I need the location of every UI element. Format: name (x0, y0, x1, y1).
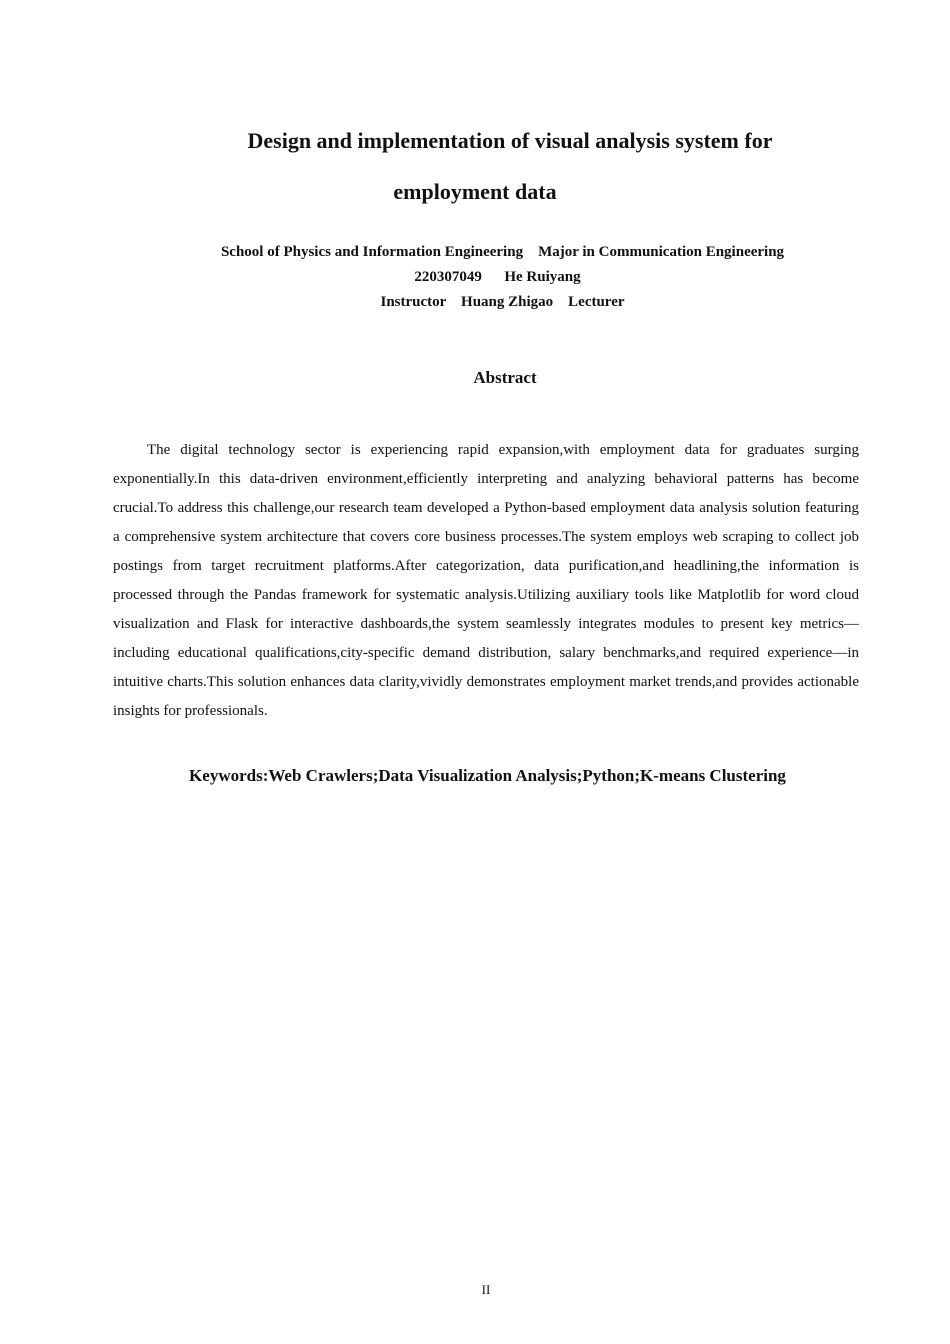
student-id-name-line: 220307049 He Ruiyang (414, 269, 581, 285)
paper-title-line-1: Design and implementation of visual analysis system for (247, 128, 773, 153)
abstract-heading: Abstract (473, 368, 537, 387)
keywords-line: Keywords:Web Crawlers;Data Visualization Analysis;Python;K-means Clustering (189, 766, 786, 785)
instructor-line: Instructor Huang Zhigao Lecturer (380, 294, 625, 310)
paper-title-line-2: employment data (393, 179, 557, 204)
abstract-body: The digital technology sector is experiencing rapid expansion,with employment data for graduates surging exponentially.In this data-driven environment,efficiently interpreting and analyzing behavioral patterns has become crucial.To address this challenge,our research team developed a Python-based employment data analysis solution featuring a comprehensive system architecture that covers core business processes.The system employs web scraping to collect job postings from target recruitment platforms.After categorization, data purification,and headlining,the information is processed through the Pandas framework for systematic analysis.Utilizing auxiliary tools like Matplotlib for word cloud visualization and Flask for interactive dashboards,the system seamlessly integrates modules to present key metrics—including educational qualifications,city-specific demand distribution, salary benchmarks,and required experience—in intuitive charts.This solution enhances data clarity,vividly demonstrates employment market trends,and provides actionable insights for professionals. (113, 442, 859, 719)
page-number: II (481, 1282, 491, 1297)
affiliation-line: School of Physics and Information Engineering Major in Communication Engineering (220, 244, 785, 260)
